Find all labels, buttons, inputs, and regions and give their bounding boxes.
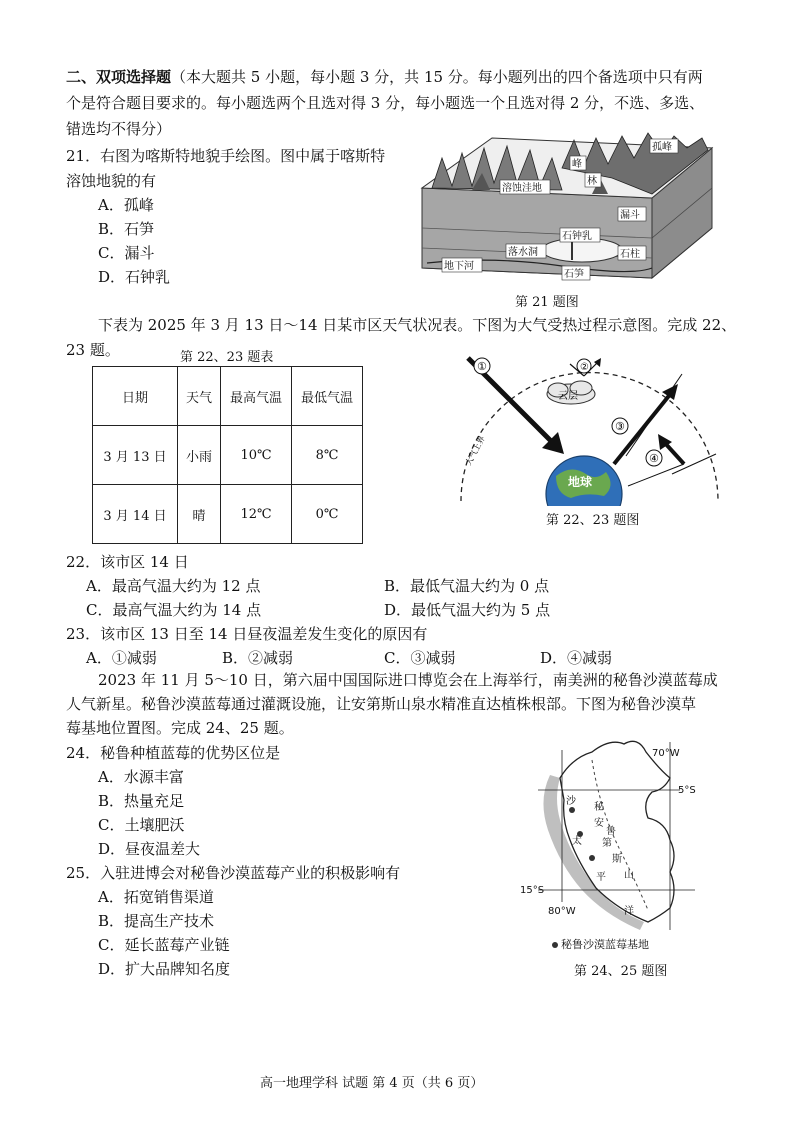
- section-intro-2: 个是符合题目要求的。每小题选两个且选对得 3 分，每小题选一个且选对得 2 分，不选、多选、: [66, 94, 705, 112]
- karst-label-dixiahe: 地下河: [444, 261, 474, 272]
- cell-max-temp: 12℃: [221, 485, 292, 544]
- intro-24-25-line-1: 2023 年 11 月 5～10 日，第六届中国国际进口博览会在上海举行，南美洲的秘鲁沙漠蓝莓成: [98, 671, 718, 689]
- q21-option-a: A．孤峰: [98, 196, 154, 214]
- arrow-two-label: ②: [580, 362, 589, 373]
- map-label-di: 第: [602, 838, 612, 849]
- arrow-one-label: ①: [477, 360, 487, 373]
- karst-label-gufeng: 孤峰: [652, 142, 672, 153]
- legend-dot-icon: [552, 942, 558, 948]
- q21-option-c: C．漏斗: [98, 244, 155, 262]
- arrow-four-label: ④: [649, 452, 659, 465]
- karst-label-zhongru: 石钟乳: [562, 231, 592, 242]
- q23-option-b: B．②减弱: [222, 649, 294, 667]
- q22-option-c: C．最高气温大约为 14 点: [86, 601, 262, 619]
- q21-option-b: B．石笋: [98, 220, 155, 238]
- q21-figure-caption: 第 21 题图: [515, 295, 579, 310]
- q24-option-c: C．土壤肥沃: [98, 816, 185, 834]
- q22-option-b: B．最低气温大约为 0 点: [384, 577, 550, 595]
- section-intro-3: 错选均不得分）: [66, 120, 172, 138]
- q21-stem-1: 21．右图为喀斯特地貌手绘图。图中属于喀斯特: [66, 147, 386, 165]
- header-max-temp: 最高气温: [221, 367, 292, 426]
- atmosphere-figure: [446, 346, 736, 506]
- table-row: [93, 485, 363, 544]
- cell-date: 3 月 13 日: [93, 426, 178, 485]
- q22-option-a: A．最高气温大约为 12 点: [86, 577, 261, 595]
- q21-stem-2: 溶蚀地貌的有: [66, 172, 157, 190]
- q23-stem: 23．该市区 13 日至 14 日昼夜温差发生变化的原因有: [66, 625, 428, 643]
- q25-option-a: A．拓宽销售渠道: [98, 888, 214, 906]
- map-label-an: 安: [594, 818, 604, 829]
- cloud-label: 云层: [558, 391, 578, 402]
- map-lat-15: 15°S: [520, 885, 545, 896]
- q24-option-d: D．昼夜温差大: [98, 840, 201, 858]
- intro-22-23-line-1: 下表为 2025 年 3 月 13 日～14 日某市区天气状况表。下图为大气受热过程示意图。完成 22、: [98, 316, 737, 334]
- karst-figure: [412, 128, 718, 290]
- header-min-temp: 最低气温: [292, 367, 363, 426]
- q22-stem: 22．该市区 14 日: [66, 553, 189, 571]
- arrow-three-label: ③: [615, 420, 625, 433]
- map-label-si: 斯: [612, 854, 622, 865]
- q23-option-c: C．③减弱: [384, 649, 456, 667]
- section-title: 二、双项选择题: [66, 68, 172, 86]
- weather-table: [92, 366, 363, 544]
- cell-min-temp: 0℃: [292, 485, 363, 544]
- map-label-yang: 洋: [624, 906, 634, 917]
- intro-24-25-line-3: 莓基地位置图。完成 24、25 题。: [66, 719, 294, 737]
- karst-label-luoshuidong: 落水洞: [508, 247, 538, 258]
- base-dot: [589, 855, 595, 861]
- cell-max-temp: 10℃: [221, 426, 292, 485]
- karst-label-feng: 峰: [572, 159, 582, 170]
- legend-label: 秘鲁沙漠蓝莓基地: [561, 938, 649, 951]
- cell-min-temp: 8℃: [292, 426, 363, 485]
- section-heading: [66, 66, 703, 88]
- q23-option-d: D．④减弱: [540, 649, 613, 667]
- q24-option-b: B．热量充足: [98, 792, 185, 810]
- q25-option-c: C．延长蓝莓产业链: [98, 936, 230, 954]
- header-weather: 天气: [178, 367, 221, 426]
- map-label-shan: 山: [624, 870, 634, 881]
- atmos-top-label: 大气上界: [463, 434, 487, 467]
- map-label-mi: 秘: [594, 802, 604, 813]
- map-label-sha: 沙: [566, 796, 576, 807]
- q23-option-a: A．①减弱: [86, 649, 157, 667]
- cell-weather: 小雨: [178, 426, 221, 485]
- q25-option-b: B．提高生产技术: [98, 912, 215, 930]
- map-legend: [552, 936, 649, 952]
- q25-stem: 25．入驻进博会对秘鲁沙漠蓝莓产业的积极影响有: [66, 864, 401, 882]
- karst-label-loudou: 漏斗: [620, 210, 640, 221]
- map-label-lu: 鲁: [606, 826, 616, 837]
- karst-label-shizhu: 石柱: [620, 249, 640, 260]
- map-figure-caption: 第 24、25 题图: [574, 964, 668, 979]
- intro-24-25-line-2: 人气新星。秘鲁沙漠蓝莓通过灌溉设施，让安第斯山泉水精准直达植株根部。下图为秘鲁沙漠草: [66, 695, 697, 713]
- q25-option-d: D．扩大品牌知名度: [98, 960, 231, 978]
- base-dot: [569, 807, 575, 813]
- cell-weather: 晴: [178, 485, 221, 544]
- cell-date: 3 月 14 日: [93, 485, 178, 544]
- table-row: [93, 426, 363, 485]
- peru-map: [520, 730, 720, 952]
- atmosphere-figure-caption: 第 22、23 题图: [546, 513, 640, 528]
- q22-option-d: D．最低气温大约为 5 点: [384, 601, 551, 619]
- intro-22-23-line-2: 23 题。: [66, 341, 120, 359]
- map-lon-70: 70°W: [652, 748, 680, 759]
- karst-label-shisun: 石笋: [564, 269, 584, 280]
- karst-label-wadi: 溶蚀洼地: [502, 183, 542, 194]
- table-header-row: [93, 367, 363, 426]
- q24-stem: 24．秘鲁种植蓝莓的优势区位是: [66, 744, 281, 762]
- page-footer: 高一地理学科 试题 第 4 页（共 6 页）: [260, 1076, 484, 1091]
- map-label-ping: 平: [596, 872, 606, 883]
- header-date: 日期: [93, 367, 178, 426]
- q21-option-d: D．石钟乳: [98, 268, 171, 286]
- karst-label-lin: 林: [587, 176, 597, 187]
- earth-label: 地球: [568, 475, 593, 489]
- weather-table-caption: 第 22、23 题表: [180, 350, 274, 365]
- q24-option-a: A．水源丰富: [98, 768, 184, 786]
- map-lat-5: 5°S: [678, 785, 696, 796]
- map-label-tai: 太: [572, 836, 582, 847]
- map-lon-80: 80°W: [548, 906, 576, 917]
- section-intro-1: （本大题共 5 小题，每小题 3 分，共 15 分。每小题列出的四个备选项中只有两: [171, 68, 703, 86]
